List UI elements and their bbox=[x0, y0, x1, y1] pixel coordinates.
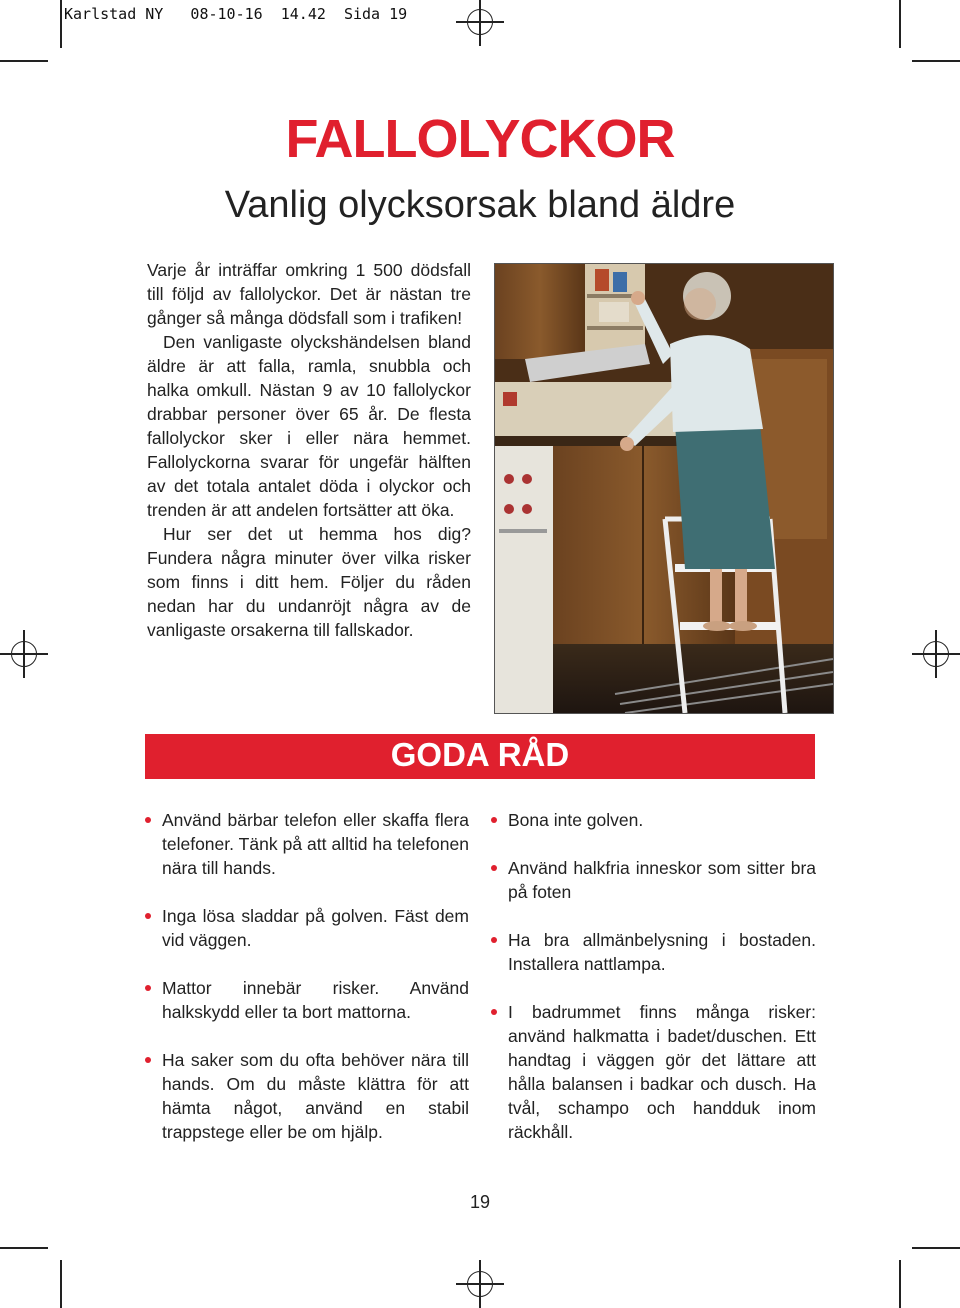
crop-mark bbox=[0, 60, 48, 62]
page-subtitle: Vanlig olycksorsak bland äldre bbox=[224, 184, 736, 226]
advice-text: Använd bärbar telefon eller skaffa flera telefoner. Tänk på att alltid ha telefonen nära till hands. bbox=[162, 810, 469, 878]
intro-paragraph: Den vanligaste olyckshändelsen bland äldre är att falla, ramla, snubbla och halka omkull. Nästan 9 av 10 fallolyckor drabbar personer över 65 år. De flesta fallolyckor sker i eller nära hemmet. Fallolyckorna svarar för ungefär hälften av det totala antalet döda i olyckor och trenden är att andelen fortsätter att öka. bbox=[147, 332, 471, 520]
crop-mark bbox=[0, 1247, 48, 1249]
bullet-icon bbox=[491, 937, 497, 943]
bullet-icon bbox=[145, 1057, 151, 1063]
crop-mark bbox=[899, 0, 901, 48]
registration-mark bbox=[467, 9, 493, 35]
list-item bbox=[491, 928, 816, 976]
crop-mark bbox=[60, 1260, 62, 1308]
slug-line: Karlstad NY 08-10-16 14.42 Sida 19 bbox=[64, 5, 408, 23]
registration-mark bbox=[467, 1271, 493, 1297]
registration-mark bbox=[11, 641, 37, 667]
list-item bbox=[491, 808, 816, 832]
advice-text: I badrummet finns många risker: använd halkmatta i badet/duschen. Ett handtag i väggen gör det lättare att hålla balansen i badkar och dusch. Ha tvål, schampo och handduk inom räckhåll. bbox=[508, 1002, 816, 1142]
bullet-icon bbox=[491, 1009, 497, 1015]
advice-list-right bbox=[491, 808, 816, 1168]
registration-mark bbox=[923, 641, 949, 667]
kitchen-stepladder-photo bbox=[494, 263, 834, 714]
advice-text: Använd halkfria inneskor som sitter bra på foten bbox=[508, 858, 816, 902]
crop-mark bbox=[912, 1247, 960, 1249]
advice-banner bbox=[145, 734, 815, 779]
list-item bbox=[145, 904, 469, 952]
photo-illustration bbox=[495, 264, 833, 713]
page-title: FALLOLYCKOR bbox=[285, 109, 675, 169]
crop-mark bbox=[912, 60, 960, 62]
advice-list-left bbox=[145, 808, 469, 1168]
bullet-icon bbox=[145, 913, 151, 919]
bullet-icon bbox=[145, 985, 151, 991]
bullet-icon bbox=[491, 865, 497, 871]
page-number: 19 bbox=[469, 1192, 491, 1212]
advice-text: Inga lösa sladdar på golven. Fäst dem vid väggen. bbox=[162, 906, 469, 950]
list-item bbox=[491, 856, 816, 904]
list-item bbox=[145, 976, 469, 1024]
intro-paragraph: Hur ser det ut hemma hos dig? Fundera några minuter över vilka risker som finns i ditt hem. Följer du råden nedan har du undanröjt några av de vanligaste orsakerna till fallskador. bbox=[147, 524, 471, 640]
crop-mark bbox=[60, 0, 62, 48]
advice-text: Mattor innebär risker. Använd halkskydd eller ta bort mattorna. bbox=[162, 978, 469, 1022]
advice-text: Ha bra allmänbelysning i bostaden. Installera nattlampa. bbox=[508, 930, 816, 974]
list-item bbox=[491, 1000, 816, 1144]
list-item bbox=[145, 808, 469, 880]
intro-text bbox=[147, 258, 471, 642]
intro-paragraph: Varje år inträffar omkring 1 500 dödsfall till följd av fallolyckor. Det är nästan tre gånger så många dödsfall som i trafiken! bbox=[147, 260, 471, 328]
advice-banner-title: GODA RÅD bbox=[390, 736, 570, 773]
advice-text: Bona inte golven. bbox=[508, 810, 644, 830]
bullet-icon bbox=[145, 817, 151, 823]
list-item bbox=[145, 1048, 469, 1144]
advice-text: Ha saker som du ofta behöver nära till hands. Om du måste klättra för att hämta något, använd en stabil trappstege eller be om hjälp. bbox=[162, 1050, 469, 1142]
bullet-icon bbox=[491, 817, 497, 823]
crop-mark bbox=[899, 1260, 901, 1308]
